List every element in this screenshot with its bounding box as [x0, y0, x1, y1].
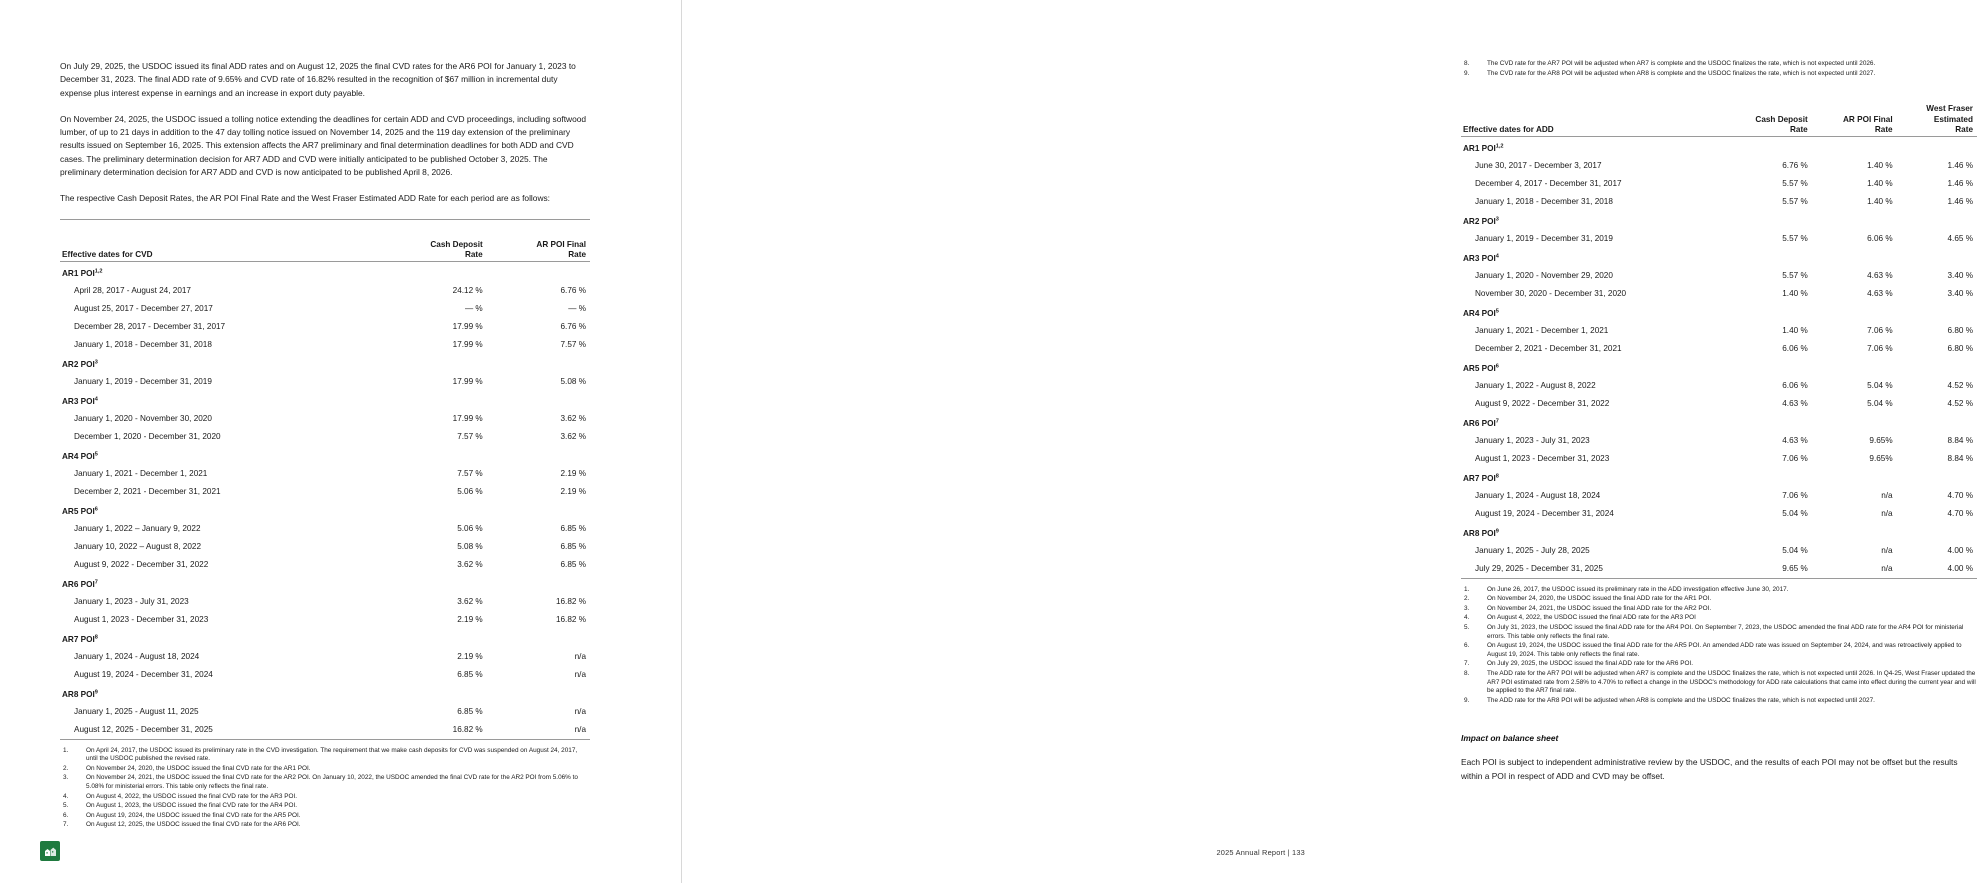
- cell-ar-poi-final-rate: n/a: [1812, 559, 1897, 579]
- table-row: [60, 409, 590, 427]
- group-title: AR2 POI: [62, 359, 95, 369]
- group-title: AR2 POI: [1463, 216, 1496, 226]
- group-title: AR3 POI: [1463, 253, 1496, 263]
- cell-ar-poi-final-rate: 9.65%: [1869, 435, 1893, 445]
- row-label: January 10, 2022 – August 8, 2022: [74, 541, 202, 551]
- cell-cash-deposit-rate: 5.57 %: [1782, 196, 1808, 206]
- cell-cash-deposit-rate: 5.06 %: [457, 523, 483, 533]
- row-label: January 1, 2020 - November 30, 2020: [74, 413, 212, 423]
- group-title: AR4 POI: [62, 451, 95, 461]
- footnote-item: On November 24, 2020, the USDOC issued the final ADD rate for the AR1 POI.: [1487, 595, 1712, 603]
- row-label: January 1, 2022 – January 9, 2022: [74, 523, 201, 533]
- table-row: [1461, 376, 1977, 394]
- table-row: [60, 537, 590, 555]
- cell-ar-poi-final-rate: n/a: [574, 651, 586, 661]
- header-line-1: Cash Deposit: [430, 239, 483, 249]
- group-footnote-ref: 5: [1495, 307, 1499, 314]
- column-header-cash-deposit-rate: [378, 240, 487, 262]
- row-label: December 2, 2021 - December 31, 2021: [74, 486, 221, 496]
- column-header-effective-dates: Effective dates for ADD: [1461, 104, 1723, 136]
- row-label: July 29, 2025 - December 31, 2025: [1461, 559, 1723, 579]
- row-label: December 28, 2017 - December 31, 2017: [74, 321, 226, 331]
- table-row: [1461, 284, 1977, 302]
- footnote-item: The ADD rate for the AR8 POI will be adjusted when AR8 is complete and the USDOC finalizes the rate, which is not expected until 2027.: [1487, 696, 1875, 704]
- cell-ar-poi-final-rate: 3.62 %: [560, 413, 586, 423]
- footnote-list: [1461, 586, 1977, 706]
- group-title: AR8 POI: [62, 689, 95, 699]
- header-line-2: Rate: [464, 250, 483, 260]
- table-row: [60, 335, 590, 353]
- cell-cash-deposit-rate: 17.99 %: [452, 321, 483, 331]
- cell-west-fraser-rate: 4.52 %: [1947, 398, 1973, 408]
- table-row: [1461, 449, 1977, 467]
- table-row: [60, 610, 590, 628]
- table-row: [60, 519, 590, 537]
- cell-west-fraser-rate: 6.80 %: [1947, 325, 1973, 335]
- cell-cash-deposit-rate: 5.06 %: [457, 486, 483, 496]
- group-footnote-ref: 6: [1495, 362, 1499, 369]
- column-header-ar-poi-final-rate: [1812, 104, 1897, 136]
- table-group-header: [1461, 136, 1977, 156]
- footnote-item: On November 24, 2021, the USDOC issued the final CVD rate for the AR2 POI. On January 10, 2022, the USDOC amended the final CVD rate for the AR2 POI from 5.06% to 5.08% for ministerial errors. This table only reflects the final rate.: [86, 774, 578, 791]
- header-line-3: Rate: [1955, 125, 1973, 135]
- cell-cash-deposit-rate: 5.04 %: [1782, 545, 1808, 555]
- group-footnote-ref: 9: [94, 688, 98, 695]
- table-row: [1461, 504, 1977, 522]
- header-line-2: Rate: [1874, 125, 1893, 135]
- cell-ar-poi-final-rate: 16.82 %: [555, 596, 586, 606]
- cell-cash-deposit-rate: — %: [464, 303, 483, 313]
- footnote-item: On November 24, 2020, the USDOC issued the final CVD rate for the AR1 POI.: [86, 764, 311, 772]
- cell-ar-poi-final-rate: 5.04 %: [1867, 380, 1893, 390]
- cell-west-fraser-rate: 6.80 %: [1947, 343, 1973, 353]
- table-row: [60, 299, 590, 317]
- row-label: January 1, 2023 - July 31, 2023: [1475, 435, 1590, 445]
- table-row: [60, 702, 590, 720]
- table-row: [60, 281, 590, 299]
- cell-ar-poi-final-rate: 2.19 %: [560, 468, 586, 478]
- row-label: August 19, 2024 - December 31, 2024: [1475, 508, 1614, 518]
- cell-cash-deposit-rate: 17.99 %: [452, 376, 483, 386]
- cell-cash-deposit-rate: 6.06 %: [1782, 343, 1808, 353]
- table-row: [1461, 266, 1977, 284]
- cell-cash-deposit-rate: 16.82 %: [378, 720, 487, 740]
- column-header-ar-poi-final-rate: [487, 240, 590, 262]
- cell-ar-poi-final-rate: 1.40 %: [1867, 178, 1893, 188]
- cell-ar-poi-final-rate: 5.04 %: [1867, 398, 1893, 408]
- group-footnote-ref: 1,2: [94, 267, 103, 274]
- footnote-item: On August 19, 2024, the USDOC issued the final CVD rate for the AR5 POI.: [86, 811, 301, 819]
- row-label: August 19, 2024 - December 31, 2024: [74, 669, 213, 679]
- cell-west-fraser-rate: 3.40 %: [1947, 270, 1973, 280]
- cell-west-fraser-rate: 8.84 %: [1947, 435, 1973, 445]
- row-label: January 1, 2020 - November 29, 2020: [1475, 270, 1613, 280]
- row-label: December 1, 2020 - December 31, 2020: [74, 431, 221, 441]
- cell-ar-poi-final-rate: n/a: [1881, 545, 1893, 555]
- header-line-1: West Fraser: [1926, 104, 1973, 114]
- cell-cash-deposit-rate: 5.04 %: [1782, 508, 1808, 518]
- cell-ar-poi-final-rate: 9.65%: [1869, 453, 1893, 463]
- footnote-item: On August 4, 2022, the USDOC issued the final CVD rate for the AR3 POI.: [86, 792, 297, 800]
- cell-cash-deposit-rate: 7.57 %: [457, 468, 483, 478]
- row-label: November 30, 2020 - December 31, 2020: [1475, 288, 1627, 298]
- group-title: AR1 POI: [1463, 143, 1496, 153]
- table-row: [1461, 229, 1977, 247]
- footnote-item: On August 1, 2023, the USDOC issued the final CVD rate for the AR4 POI.: [86, 802, 297, 810]
- table-group-header: [1461, 247, 1977, 266]
- table-group-header: [60, 390, 590, 409]
- row-label: January 1, 2023 - July 31, 2023: [74, 596, 189, 606]
- table-row: [60, 665, 590, 683]
- cell-cash-deposit-rate: 6.76 %: [1782, 160, 1808, 170]
- group-footnote-ref: 8: [1495, 472, 1499, 479]
- cell-ar-poi-final-rate: 3.62 %: [560, 431, 586, 441]
- cell-ar-poi-final-rate: 6.76 %: [560, 285, 586, 295]
- left-page: [0, 0, 682, 883]
- group-footnote-ref: 5: [94, 450, 98, 457]
- cell-ar-poi-final-rate: n/a: [487, 720, 590, 740]
- table-group-header: [1461, 467, 1977, 486]
- header-line-2: Estimated: [1933, 114, 1973, 124]
- cell-cash-deposit-rate: 5.57 %: [1782, 270, 1808, 280]
- cell-cash-deposit-rate: 3.62 %: [457, 559, 483, 569]
- paragraph: On November 24, 2025, the USDOC issued a tolling notice extending the deadlines for certain ADD and CVD proceedings, including softwood lumber, of up to 21 days in addition to the 47 day tolling notice issued on November 14, 2025 and the 119 day extension of the preliminary results issued on September 16, 2025. This extension affects the AR7 preliminary and final determination deadlines for both ADD and CVD cases. The preliminary determination decision for AR7 ADD and CVD were initially anticipated to be published October 3, 2025. The preliminary determination decision for AR7 ADD and CVD is now anticipated to be published April 8, 2026.: [60, 113, 587, 178]
- cell-ar-poi-final-rate: 5.08 %: [560, 376, 586, 386]
- cell-cash-deposit-rate: 5.57 %: [1782, 233, 1808, 243]
- group-footnote-ref: 4: [94, 395, 98, 402]
- cell-cash-deposit-rate: 3.62 %: [457, 596, 483, 606]
- table-row: [60, 720, 590, 740]
- row-label: August 25, 2017 - December 27, 2017: [74, 303, 213, 313]
- group-title: AR6 POI: [62, 579, 95, 589]
- row-label: December 4, 2017 - December 31, 2017: [1475, 178, 1622, 188]
- table-row: [1461, 156, 1977, 174]
- right-page: [683, 0, 1976, 883]
- footnote-item: On June 26, 2017, the USDOC issued its preliminary rate in the ADD investigation effective June 30, 2017.: [1487, 585, 1789, 593]
- group-title: AR5 POI: [62, 506, 95, 516]
- cell-cash-deposit-rate: 6.85 %: [457, 706, 483, 716]
- cell-ar-poi-final-rate: 1.40 %: [1867, 160, 1893, 170]
- cell-west-fraser-rate: 1.46 %: [1947, 178, 1973, 188]
- paragraph: The respective Cash Deposit Rates, the AR POI Final Rate and the West Fraser Estimated ADD Rate for each period are as follows:: [60, 193, 551, 204]
- page-footer: 2025 Annual Report | 133: [1216, 848, 1305, 857]
- footnote-item: On August 12, 2025, the USDOC issued the final CVD rate for the AR6 POI.: [86, 821, 301, 829]
- group-footnote-ref: 7: [94, 578, 98, 585]
- row-label: January 1, 2019 - December 31, 2019: [1475, 233, 1613, 243]
- cell-ar-poi-final-rate: 7.06 %: [1867, 343, 1893, 353]
- table-group-header: [60, 353, 590, 372]
- group-title: AR6 POI: [1463, 418, 1496, 428]
- footnote-item: The CVD rate for the AR7 POI will be adjusted when AR7 is complete and the USDOC finalizes the rate, which is not expected until 2026.: [1487, 60, 1876, 67]
- footnote-item: On August 19, 2024, the USDOC issued the final ADD rate for the AR5 POI. An amended ADD rate was issued on September 24, 2024, and was retroactively applied to August 19, 2024. This table only reflects the final rate.: [1487, 642, 1962, 658]
- table-group-header: [60, 261, 590, 281]
- table-row: [1461, 486, 1977, 504]
- cell-ar-poi-final-rate: 1.40 %: [1867, 196, 1893, 206]
- table-row: [60, 372, 590, 390]
- footnote-list: [60, 747, 590, 830]
- table-group-header: [60, 683, 590, 702]
- table-row: [60, 647, 590, 665]
- row-label: January 1, 2024 - August 18, 2024: [1475, 490, 1601, 500]
- company-logo: [40, 841, 60, 861]
- paragraph: Each POI is subject to independent administrative review by the USDOC, and the results of each POI may not be offset but the results within a POI in respect of ADD and CVD may be offset.: [1461, 757, 1958, 781]
- cell-west-fraser-rate: 3.40 %: [1947, 288, 1973, 298]
- row-label: January 1, 2021 - December 1, 2021: [74, 468, 208, 478]
- table-group-header: [1461, 357, 1977, 376]
- paragraph: On July 29, 2025, the USDOC issued its final ADD rates and on August 12, 2025 the final CVD rates for the AR6 POI for January 1, 2023 to December 31, 2023. The final ADD rate of 9.65% and CVD rate of 16.82% resulted in the recognition of $67 million in incremental duty expense plus interest expense in earnings and an increase in export duty payable.: [60, 61, 576, 98]
- cell-cash-deposit-rate: 7.06 %: [1782, 453, 1808, 463]
- cell-west-fraser-rate: 4.70 %: [1947, 490, 1973, 500]
- row-label: January 1, 2025 - August 11, 2025: [74, 706, 199, 716]
- cell-ar-poi-final-rate: 7.06 %: [1867, 325, 1893, 335]
- cell-cash-deposit-rate: 2.19 %: [457, 651, 483, 661]
- cell-cash-deposit-rate: 1.40 %: [1782, 325, 1808, 335]
- table-row: [60, 555, 590, 573]
- column-header-west-fraser-estimated-rate: [1897, 104, 1977, 136]
- row-label: August 1, 2023 - December 31, 2023: [74, 614, 209, 624]
- row-label: January 1, 2018 - December 31, 2018: [1475, 196, 1613, 206]
- table-row: [1461, 541, 1977, 559]
- row-label: August 1, 2023 - December 31, 2023: [1475, 453, 1610, 463]
- row-label: December 2, 2021 - December 31, 2021: [1475, 343, 1622, 353]
- cell-west-fraser-rate: 4.70 %: [1947, 508, 1973, 518]
- cell-cash-deposit-rate: 9.65 %: [1723, 559, 1812, 579]
- table-row: [60, 592, 590, 610]
- table-group-header: [1461, 210, 1977, 229]
- table-row: [1461, 431, 1977, 449]
- row-label: January 1, 2022 - August 8, 2022: [1475, 380, 1596, 390]
- group-footnote-ref: 3: [1495, 215, 1499, 222]
- table-row: [60, 482, 590, 500]
- table-row: [1461, 321, 1977, 339]
- table-group-header: [60, 573, 590, 592]
- cell-cash-deposit-rate: 7.06 %: [1782, 490, 1808, 500]
- cell-ar-poi-final-rate: n/a: [1881, 490, 1893, 500]
- cell-ar-poi-final-rate: 4.63 %: [1867, 270, 1893, 280]
- group-footnote-ref: 1,2: [1495, 142, 1504, 149]
- cell-ar-poi-final-rate: 7.57 %: [560, 339, 586, 349]
- cell-cash-deposit-rate: 5.08 %: [457, 541, 483, 551]
- left-page-content: [60, 60, 590, 831]
- column-header-cash-deposit-rate: [1723, 104, 1812, 136]
- cell-ar-poi-final-rate: 6.85 %: [560, 541, 586, 551]
- group-footnote-ref: 8: [94, 633, 98, 640]
- group-footnote-ref: 9: [1495, 527, 1499, 534]
- table-row: [1461, 394, 1977, 412]
- header-line-1: AR POI Final: [1843, 114, 1893, 124]
- group-footnote-ref: 6: [94, 505, 98, 512]
- cell-cash-deposit-rate: 17.99 %: [452, 413, 483, 423]
- right-page-content: [1461, 60, 1977, 796]
- table-group-header: [60, 445, 590, 464]
- cell-cash-deposit-rate: 6.85 %: [457, 669, 483, 679]
- cell-ar-poi-final-rate: 6.85 %: [560, 559, 586, 569]
- group-title: AR5 POI: [1463, 363, 1496, 373]
- header-line-2: Rate: [568, 250, 586, 260]
- group-footnote-ref: 4: [1495, 252, 1499, 259]
- cell-ar-poi-final-rate: 16.82 %: [555, 614, 586, 624]
- cell-cash-deposit-rate: 24.12 %: [452, 285, 483, 295]
- group-title: AR7 POI: [62, 634, 95, 644]
- cell-cash-deposit-rate: 1.40 %: [1782, 288, 1808, 298]
- group-title: AR8 POI: [1463, 528, 1496, 538]
- cell-cash-deposit-rate: 17.99 %: [452, 339, 483, 349]
- cell-cash-deposit-rate: 5.57 %: [1782, 178, 1808, 188]
- cell-ar-poi-final-rate: n/a: [574, 706, 586, 716]
- cell-ar-poi-final-rate: 2.19 %: [560, 486, 586, 496]
- table-row: [1461, 559, 1977, 579]
- cell-ar-poi-final-rate: 6.76 %: [560, 321, 586, 331]
- footnote-item: On August 4, 2022, the USDOC issued the final ADD rate for the AR3 POI: [1487, 614, 1696, 622]
- group-title: AR1 POI: [62, 268, 95, 278]
- cell-west-fraser-rate: 4.00 %: [1897, 559, 1977, 579]
- group-title: AR7 POI: [1463, 473, 1496, 483]
- table-group-header: [1461, 412, 1977, 431]
- footnote-item: On July 29, 2025, the USDOC issued the final ADD rate for the AR6 POI.: [1487, 660, 1694, 668]
- cell-ar-poi-final-rate: n/a: [574, 669, 586, 679]
- table-group-header: [60, 628, 590, 647]
- cell-ar-poi-final-rate: — %: [568, 303, 586, 313]
- row-label: April 28, 2017 - August 24, 2017: [74, 285, 191, 295]
- table-group-header: [60, 500, 590, 519]
- cell-west-fraser-rate: 1.46 %: [1947, 196, 1973, 206]
- cvd-rates-table: [60, 219, 590, 740]
- footnote-item: The CVD rate for the AR8 POI will be adjusted when AR8 is complete and the USDOC finalizes the rate, which is not expected until 2027.: [1487, 69, 1876, 77]
- header-line-1: Cash Deposit: [1755, 114, 1808, 124]
- cell-cash-deposit-rate: 6.06 %: [1782, 380, 1808, 390]
- table-row: [60, 464, 590, 482]
- cell-cash-deposit-rate: 4.63 %: [1782, 398, 1808, 408]
- column-header-effective-dates: Effective dates for CVD: [60, 240, 378, 262]
- cell-cash-deposit-rate: 7.57 %: [457, 431, 483, 441]
- cell-west-fraser-rate: 4.52 %: [1947, 380, 1973, 390]
- table-header-row: [60, 240, 590, 262]
- row-label: January 1, 2018 - December 31, 2018: [74, 339, 212, 349]
- footnote-item: The ADD rate for the AR7 POI will be adjusted when AR7 is complete and the USDOC finalizes the rate, which is not expected until 2026. In Q4-25, West Fraser updated the AR7 POI estimated rate from 2.58% to 4.70% to reflect a change in the USDOC's methodology for ADD rate calculations that came into effect during the current year and will be applied to the AR7 final rate.: [1487, 670, 1976, 695]
- group-title: AR3 POI: [62, 396, 95, 406]
- section-subheading: Impact on balance sheet: [1461, 733, 1559, 744]
- table-row: [60, 317, 590, 335]
- row-label: August 9, 2022 - December 31, 2022: [74, 559, 209, 569]
- cell-ar-poi-final-rate: 6.85 %: [560, 523, 586, 533]
- footnote-item: On July 31, 2023, the USDOC issued the final ADD rate for the AR4 POI. On September 7, 2023, the USDOC amended the final ADD rate for the AR4 POI for ministerial errors. This table only reflects the final rate.: [1487, 624, 1964, 640]
- row-label: January 1, 2021 - December 1, 2021: [1475, 325, 1609, 335]
- row-label: June 30, 2017 - December 3, 2017: [1475, 160, 1602, 170]
- header-line-1: AR POI Final: [536, 239, 586, 249]
- cell-west-fraser-rate: 1.46 %: [1947, 160, 1973, 170]
- row-label: August 12, 2025 - December 31, 2025: [60, 720, 378, 740]
- table-header-row: [1461, 104, 1977, 136]
- cell-cash-deposit-rate: 4.63 %: [1782, 435, 1808, 445]
- row-label: January 1, 2025 - July 28, 2025: [1475, 545, 1590, 555]
- group-footnote-ref: 7: [1495, 417, 1499, 424]
- cell-ar-poi-final-rate: n/a: [1881, 508, 1893, 518]
- cell-west-fraser-rate: 4.00 %: [1947, 545, 1973, 555]
- cell-west-fraser-rate: 4.65 %: [1947, 233, 1973, 243]
- cell-ar-poi-final-rate: 4.63 %: [1867, 288, 1893, 298]
- row-label: January 1, 2024 - August 18, 2024: [74, 651, 200, 661]
- footnote-item: On November 24, 2021, the USDOC issued the final ADD rate for the AR2 POI.: [1487, 604, 1712, 612]
- table-row: [1461, 174, 1977, 192]
- continued-footnote-list: [1461, 60, 1977, 78]
- table-group-header: [1461, 302, 1977, 321]
- row-label: August 9, 2022 - December 31, 2022: [1475, 398, 1610, 408]
- cell-cash-deposit-rate: 2.19 %: [457, 614, 483, 624]
- row-label: January 1, 2019 - December 31, 2019: [74, 376, 212, 386]
- table-group-header: [1461, 522, 1977, 541]
- table-row: [60, 427, 590, 445]
- cell-west-fraser-rate: 8.84 %: [1947, 453, 1973, 463]
- group-footnote-ref: 3: [94, 358, 98, 365]
- cell-ar-poi-final-rate: 6.06 %: [1867, 233, 1893, 243]
- table-row: [1461, 339, 1977, 357]
- header-line-2: Rate: [1789, 125, 1808, 135]
- group-title: AR4 POI: [1463, 308, 1496, 318]
- table-row: [1461, 192, 1977, 210]
- add-rates-table: [1461, 104, 1977, 579]
- footnote-item: On April 24, 2017, the USDOC issued its preliminary rate in the CVD investigation. The requirement that we make cash deposits for CVD was suspended on August 24, 2017, until the USDOC published the revised rate.: [86, 746, 578, 763]
